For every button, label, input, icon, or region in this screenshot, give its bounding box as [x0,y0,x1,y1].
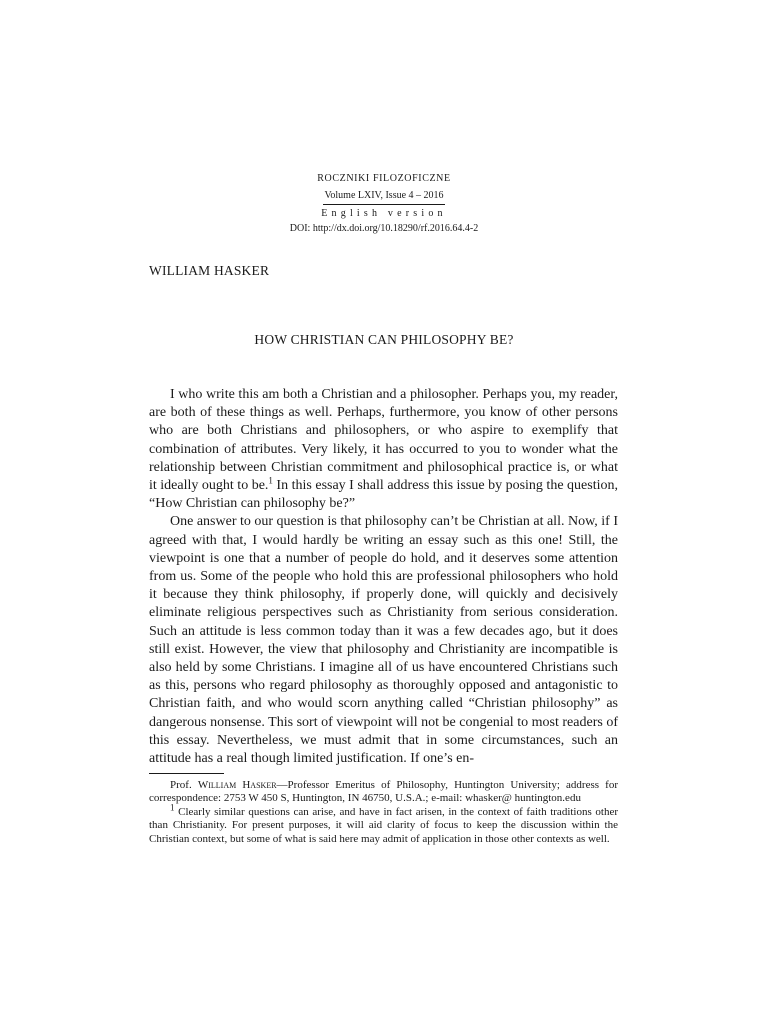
footnote-1 [149,802,618,846]
paragraph-1-text-cont: In this essay I shall address this issue by posing the question, “How Christian can philosophy be?” [149,478,618,512]
footnotes [149,779,618,846]
footnote-1-text: Clearly similar questions can arise, and have in fact arisen, in the context of faith traditions other than Christianity. For present purposes, it will aid clarity of focus to keep the discussion within the Christian context, but some of what is said here may admit of application in those other contexts as well. [149,805,618,845]
article-body [149,386,618,768]
footnote-divider [149,773,224,774]
author-name: WILLIAM HASKER [149,263,270,278]
author-footnote-prefix: Prof. [170,779,198,791]
journal-header [0,171,768,236]
journal-name: ROCZNIKI FILOZOFICZNE [317,173,451,184]
author-footnote-text: —Professor Emeritus of Philosophy, Huntington University; address for correspondence: 2753 W 450 S, Huntington, IN 46750, U.S.A.; e-mail: whasker@ huntington.edu [149,779,618,805]
footnote-ref-1[interactable]: 1 [268,475,273,486]
footnote-1-mark: 1 [170,802,175,813]
doi-link[interactable]: DOI: http://dx.doi.org/10.18290/rf.2016.64.4-2 [289,223,479,234]
version-label: English version [321,208,447,219]
author-footnote [149,779,618,806]
article-title: HOW CHRISTIAN CAN PHILOSOPHY BE? [254,332,514,347]
author-footnote-name: William Hasker [197,779,277,791]
paragraph-1-text: I who write this am both a Christian and a philosopher. Perhaps you, my reader, are both of these things as well. Perhaps, furthermore, you know of other persons who are both Christians and philosophers, or who aspire to exemplify that combination of attributes. Very likely, it has occurred to you to wonder what the relationship between Christian commitment and philosophical practice is, or what it ideally ought to be. [149,387,618,494]
paragraph-1 [149,386,618,513]
journal-volume: Volume LXIV, Issue 4 – 2016 [323,188,444,205]
paragraph-2: One answer to our question is that philosophy can’t be Christian at all. Now, if I agreed with that, I would hardly be writing an essay such as this one! Still, the viewpoint is one that a number of people do hold, and it deserves some attention from us. Some of the people who hold this are professional philosophers who hold it because they think philosophy, if properly done, will quickly and decisively eliminate religious perspectives such as Christianity from serious consideration. Such an attitude is less common today than it was a few decades ago, but it does still exist. However, the view that philosophy and Christianity are incompatible is also held by some Christians. I imagine all of us have encountered Christians such as this, persons who regard philosophy as thoroughly opposed and antagonistic to Christian faith, and who would scorn anything called “Christian philosophy” as dangerous nonsense. This sort of viewpoint will not be congenial to most readers of this essay. Nevertheless, we must admit that in some circumstances, such an attitude has a real though limited justification. If one’s en- [149,514,618,767]
